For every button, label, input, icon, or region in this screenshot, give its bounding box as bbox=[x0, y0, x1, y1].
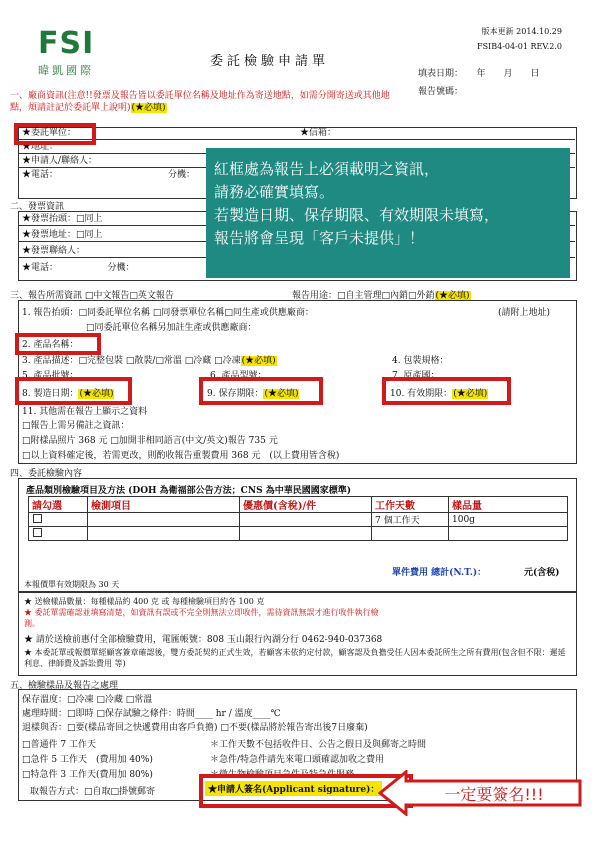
section3-heading: 三、報告所需資訊 □中文報告□英文報告 bbox=[10, 291, 174, 301]
product-description-label: 3. 產品描述：□完整包裝 □散裝/□常溫 □冷藏 □冷凍 bbox=[22, 356, 241, 366]
red-frame-expiry-date bbox=[382, 377, 511, 405]
table-cell-workdays[interactable] bbox=[372, 527, 449, 541]
table-cell-item[interactable] bbox=[88, 513, 240, 527]
other-info-label: 11. 其他需在報告上顯示之資料 bbox=[22, 407, 148, 417]
red-frame-shelf-life bbox=[199, 377, 323, 405]
note-payment: ★ 請於送檢前惠付全部檢驗費用，電匯帳號：808 玉山銀行內湖分行 0462-940-037368 bbox=[24, 635, 383, 645]
table-cell-workdays[interactable]: 7 個工作天 bbox=[372, 513, 449, 527]
notice-overlay bbox=[206, 148, 570, 278]
red-frame-entrust-unit bbox=[14, 123, 96, 145]
section1-heading bbox=[10, 90, 390, 114]
section1-note: (注意!!發票及報告皆以委託單位名稱及地址作為寄送地點，如需分開寄送或其他地點，煩請註記於委託單上說明) bbox=[10, 91, 390, 113]
column-header-item: 檢測項目 bbox=[88, 497, 240, 513]
notice-line-4: 報告將會呈現「客戶未提供」！ bbox=[214, 229, 425, 247]
shelf-life-label: 9. 保存期限： bbox=[207, 389, 264, 399]
fill-date: 填表日期： 年 月 日 bbox=[418, 69, 540, 79]
section1-row-unit bbox=[18, 127, 575, 140]
sample-return: 退樣與否：□要(樣品寄回之快遞費用由客戶負擔) □不要(樣品將於報告寄出後7日廢棄) bbox=[22, 723, 368, 733]
invoice-contact-label: ★發票聯絡人： bbox=[22, 246, 86, 256]
page-title: 委託檢驗申請單 bbox=[210, 54, 330, 69]
applicant-signature-label: ★申請人簽名(Applicant signature)： bbox=[205, 781, 382, 796]
signature-arrow-callout bbox=[378, 770, 582, 816]
manufacture-date-label: 8. 製造日期： bbox=[22, 389, 79, 399]
section2-heading: 二、發票資訊 bbox=[10, 202, 65, 212]
notice-line-2: 請務必確實填寫。 bbox=[214, 183, 335, 201]
report-number: 報告號碼： bbox=[418, 87, 464, 97]
test-method-note: 產品類別檢驗項目及方法 (DOH 為衛福部公告方法；CNS 為中華民國國家標準) bbox=[26, 486, 351, 496]
table-cell-check[interactable] bbox=[29, 513, 88, 527]
photo-option: □附樣品照片 368 元 □加開非相同語言(中文/英文)報告 735 元 bbox=[22, 436, 278, 446]
table-cell-sample-qty[interactable] bbox=[449, 527, 568, 541]
section1-required: (★必填) bbox=[131, 103, 166, 113]
table-cell-price[interactable] bbox=[240, 527, 372, 541]
workday-note: ＊工作天數不包括收件日、公告之假日及與郵寄之時間 bbox=[210, 740, 427, 750]
version-updated: 版本更新 2014.10.29 bbox=[481, 27, 562, 36]
callout-text: 一定要簽名!!! bbox=[444, 785, 544, 804]
phone-label: ★電話： bbox=[22, 170, 59, 180]
table-cell-sample-qty[interactable]: 100g bbox=[449, 513, 568, 527]
report-purpose-label: 報告用途：□自主管理□內銷□外銷 bbox=[292, 291, 435, 301]
company-logo: FSI bbox=[38, 26, 95, 61]
email-label: ★信箱： bbox=[300, 128, 337, 138]
expiry-date-required: (★必填) bbox=[453, 389, 488, 399]
applicant-label: ★申請人/聯絡人： bbox=[22, 156, 98, 166]
product-lot-label: 5. 產品批號： bbox=[22, 371, 79, 381]
micro-note: ＊微生物檢驗項目急件及特急件服務 bbox=[210, 770, 355, 780]
table-header-row bbox=[29, 497, 568, 513]
processing-time: 處理時間：□即時 □保存試驗之條件：時間____ hr / 溫度____℃ bbox=[22, 709, 281, 719]
red-frame-product-name bbox=[15, 333, 101, 355]
table-row bbox=[29, 513, 568, 527]
report-header-option: 1. 報告抬頭：□同委託單位名稱 □同發票單位名稱□同生產或供應廠商： bbox=[22, 308, 314, 318]
product-name-label: 2. 產品名稱： bbox=[22, 340, 79, 350]
table-cell-check[interactable] bbox=[29, 527, 88, 541]
speed-normal: □普通件 7 工作天 bbox=[22, 740, 96, 750]
column-header-sample-qty: 樣品量 bbox=[449, 497, 568, 513]
column-header-check: 請勾選 bbox=[29, 497, 88, 513]
product-model-label: 6. 產品型號： bbox=[210, 371, 267, 381]
notice-line-1: 紅框處為報告上必須載明之資訊， bbox=[214, 160, 440, 178]
urgent-note: ＊急件/特急件請先來電口頭確認加收之費用 bbox=[210, 755, 385, 765]
section5-heading: 五、檢驗樣品及報告之處理 bbox=[10, 681, 119, 691]
invoice-title-label: ★發票抬頭：□同上 bbox=[22, 214, 103, 224]
total-unit: 元(含稅) bbox=[524, 568, 560, 578]
column-header-workdays: 工作天數 bbox=[372, 497, 449, 513]
expiry-date-label: 10. 有效期限： bbox=[390, 389, 453, 399]
section4-heading: 四、委託檢驗內容 bbox=[10, 469, 83, 479]
report-header-address-note: (請附上地址) bbox=[498, 308, 551, 318]
invoice-address-label: ★發票地址：□同上 bbox=[22, 230, 103, 240]
column-header-price: 優惠價(含稅)/件 bbox=[240, 497, 372, 513]
shelf-life-required: (★必填) bbox=[264, 389, 299, 399]
manufacture-date-required: (★必填) bbox=[79, 389, 114, 399]
pickup-method: 取報告方式：□自取□掛號郵寄 bbox=[30, 787, 156, 797]
package-spec-label: 4. 包裝規格： bbox=[392, 356, 449, 366]
table-cell-item[interactable] bbox=[88, 527, 240, 541]
report-purpose-required: (★必填) bbox=[435, 291, 470, 301]
extra-info-option: □報告上需另備註之資訊： bbox=[22, 421, 130, 431]
speed-express: □特急件 3 工作天(費用加 80%) bbox=[22, 770, 153, 780]
extension-label: 分機： bbox=[168, 170, 196, 180]
origin-country-label: 7. 原產國： bbox=[392, 371, 440, 381]
reissue-fee-note: □以上資料確定後，若需更改，則酌收報告重製費用 368 元 (以上費用皆含稅) bbox=[22, 451, 340, 461]
total-label: 單件費用 總計(N.T.)： bbox=[392, 568, 487, 578]
address-label: ★地址： bbox=[22, 142, 59, 152]
test-items-table bbox=[28, 496, 568, 541]
note-sample-qty: ★ 送檢樣品數量：每種樣品約 400 克 或 每種檢驗項目約各 100 克 bbox=[24, 597, 265, 606]
invoice-phone-label: ★電話： 分機： bbox=[22, 263, 135, 273]
section1-title: 一、廠商資訊 bbox=[10, 91, 65, 101]
form-code: FSIB4-04-01 REV.2.0 bbox=[477, 42, 562, 51]
quote-validity: 本報價單有效期限為 30 天 bbox=[24, 580, 120, 589]
report-header-option-2: □同委託單位名稱另加註生產或供應廠商： bbox=[86, 323, 257, 333]
checkbox[interactable] bbox=[33, 514, 42, 523]
note-contract: ★ 本委託單或報價單經顧客簽章確認後，雙方委託契約正式生效，若顧客未依約定付款，顧客認及負擔受任人因本委託所生之所有費用(包含但不限：遲延利息、律師費及訴訟費用 等) bbox=[24, 648, 566, 668]
note-confirm-form: ★ 委託單需確認並填寫清楚，如資訊有誤或不完全則無法立即收件，需待資訊無誤才進行收件執行檢測。 bbox=[24, 608, 379, 628]
product-description-required: (★必填) bbox=[241, 356, 276, 366]
red-frame-manufacture-date bbox=[15, 377, 132, 405]
checkbox[interactable] bbox=[33, 528, 42, 537]
table-row bbox=[29, 527, 568, 541]
company-logo-subtitle: 暐凱國際 bbox=[38, 64, 94, 77]
speed-urgent: □急件 5 工作天 (費用加 40%) bbox=[22, 755, 153, 765]
storage-temp: 保存溫度：□冷凍 □冷藏 □常溫 bbox=[22, 695, 153, 705]
entrust-unit-label: ★委託單位： bbox=[22, 128, 77, 138]
table-cell-price[interactable] bbox=[240, 513, 372, 527]
notice-line-3: 若製造日期、保存期限、有效期限未填寫， bbox=[214, 206, 500, 224]
